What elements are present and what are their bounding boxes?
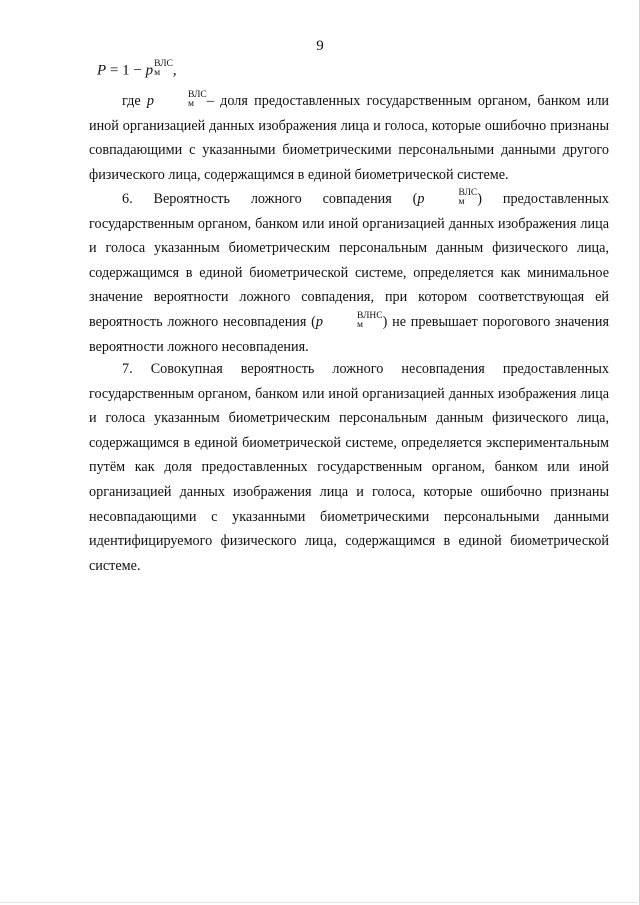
scan-bottom-divider: [0, 902, 640, 903]
item6-intro: 6. Вероятность ложного совпадения (: [122, 191, 418, 207]
page-number: 9: [316, 38, 324, 54]
item6-var2-sup: ВЛНС: [357, 310, 383, 321]
item6-var2: p: [315, 313, 323, 330]
item6-indices-2: [324, 312, 383, 330]
formula-trail: ,: [172, 62, 177, 79]
definition-indices: [155, 91, 207, 109]
definition-text: – доля предоставленных государственным органом, банком или иной организацией данных изображения лица и голоса, которые ошибочно признаны совпадающими с указанными биометрическими персональными данными другого физического лица, содержащимся в единой биометрической системе.: [89, 93, 609, 183]
formula: [97, 59, 177, 80]
item6-var2-sub: м: [357, 319, 364, 330]
item-6-paragraph: [89, 187, 609, 359]
definition-prefix: где: [122, 93, 147, 109]
item-7-paragraph: [89, 357, 609, 578]
definition-var-sup: ВЛС: [188, 89, 207, 100]
item6-var-sup: ВЛС: [458, 187, 478, 198]
formula-var-sub: м: [154, 68, 161, 78]
formula-lhs: P: [97, 62, 107, 79]
formula-var: p: [145, 62, 154, 79]
item6-end: ) не превышает порогового значения вероятности ложного несовпадения.: [89, 313, 609, 355]
definition-var-sub: м: [188, 98, 195, 109]
formula-operator: = 1 −: [106, 62, 146, 79]
item6-var-sub: м: [458, 196, 465, 207]
item6-var: p: [417, 191, 425, 207]
formula-var-sup: ВЛС: [154, 59, 173, 69]
definition-paragraph: [89, 89, 609, 187]
definition-var: p: [146, 93, 155, 109]
item7-text: 7. Совокупная вероятность ложного несовпадения предоставленных государственным органом, банком или иной организацией данных изображения лица и голоса указанным биометрическим персональным данным физического лица, содержащимся в единой биометрической системе, определяется экспериментальным путём как доля предоставленных государственным органом, банком или иной организацией данных изображения лица и голоса, которые ошибочно признаны несовпадающими с указанными биометрическими персональными данными идентифицируемого физического лица, содержащимся в единой биометрической системе.: [89, 361, 609, 574]
item6-indices: [425, 189, 477, 207]
item6-mid: ) предоставленных государственным органом, банком или иной организацией данных изображения лица и голоса указанным биометрическим персональным данным физического лица, содержащимся в единой биометрической системе, определяется как минимальное значение вероятности ложного совпадения, при котором соответствующая ей вероятность ложного несовпадения (: [89, 191, 609, 330]
formula-indices: [154, 60, 173, 78]
